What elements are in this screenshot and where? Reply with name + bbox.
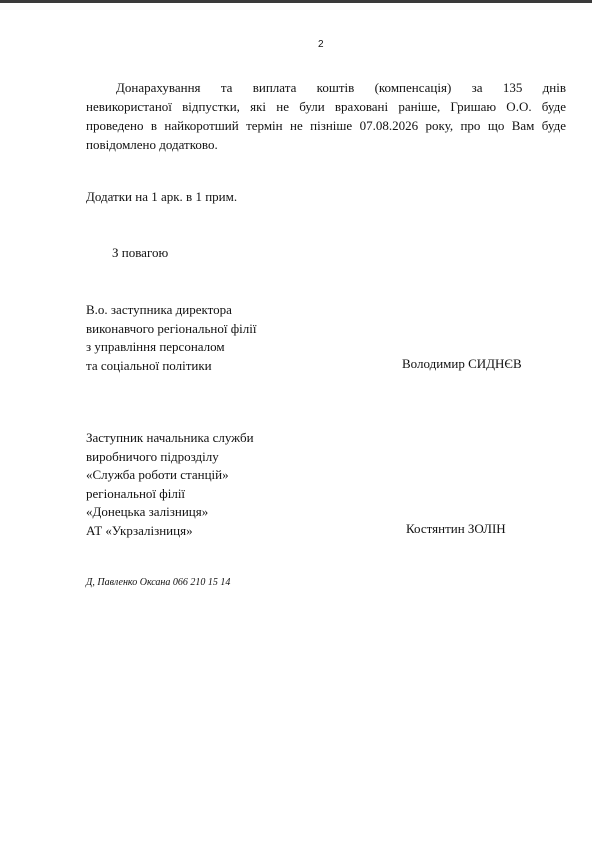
paragraph-line: проведено в найкоротший термін не пізніше 07.08.2026 року, про що Вам буде — [86, 118, 566, 133]
signatory2-title-line: «Донецька залізниця» — [86, 504, 209, 519]
paragraph-line: повідомлено додатково. — [86, 137, 218, 152]
signatory2-title-line: регіональної філії — [86, 485, 186, 501]
attachments-note: Додатки на 1 арк. в 1 прим. — [86, 189, 238, 204]
page-top-border — [0, 0, 592, 3]
signatory1-name: Володимир СИДНЄВ — [402, 356, 522, 371]
signatory2-title-line: АТ «Укрзалізниця» — [86, 522, 193, 538]
signatory2-title — [86, 429, 254, 540]
signatory2-name: Костянтин ЗОЛІН — [406, 521, 506, 536]
paragraph-line: Донарахування та виплата коштів (компенсація) за 135 днів — [116, 80, 566, 95]
signatory2-title-line: «Служба роботи станцій» — [86, 467, 229, 482]
signatory2-title-line: виробничого підрозділу — [86, 448, 219, 464]
page-number: 2 — [318, 39, 324, 50]
closing-phrase: З повагою — [112, 245, 169, 260]
signatory1-title-line: В.о. заступника директора — [86, 302, 232, 317]
executor-contact: Д, Павленко Оксана 066 210 15 14 — [86, 577, 231, 588]
signatory2-title-line: Заступник начальника служби — [86, 430, 254, 445]
signatory1-title-line: та соціальної політики — [86, 357, 212, 373]
signatory1-title — [86, 301, 256, 375]
signatory1-title-line: виконавчого регіональної філії — [86, 320, 257, 336]
paragraph-line: невикористаної відпустки, які не були враховані раніше, Гришаю О.О. буде — [86, 99, 566, 114]
signatory1-title-line: з управління персоналом — [86, 339, 225, 354]
